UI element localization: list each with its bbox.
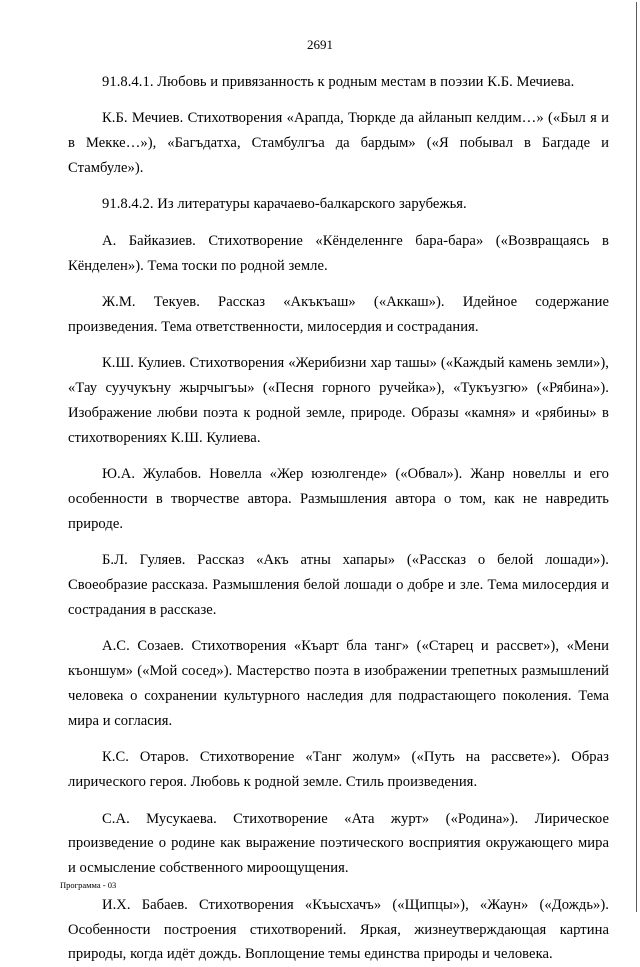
section-heading-91-8-4-2: 91.8.4.2. Из литературы карачаево-балкарского зарубежья. bbox=[102, 196, 467, 213]
page-number: 2691 bbox=[307, 37, 333, 52]
paragraph-sozaev: А.С. Созаев. Стихотворения «Къарт бла танг» («Старец и рассвет»), «Мени къоншум» («Мой сосед»). Мастерство поэта в изображении трепетных размышлений человека о сохранении культурного наследия для подрастающего поколения. Тема мира и согласия. bbox=[68, 638, 609, 730]
paragraph-babaev: И.Х. Бабаев. Стихотворения «Къысхачъ» («Щипцы»), «Жаун» («Дождь»). Особенности построения стихотворений. Яркая, жизнеутверждающая картина природы, когда идёт дождь. Воплощение темы единства природы и человека. bbox=[68, 896, 609, 963]
paragraph-otarov: К.С. Отаров. Стихотворение «Танг жолум» («Путь на рассвете»). Образ лирического героя. Любовь к родной земле. Стиль произведения. bbox=[68, 749, 609, 791]
paragraph-zhulabov: Ю.А. Жулабов. Новелла «Жер юзюлгенде» («Обвал»). Жанр новеллы и его особенности в творчестве автора. Размышления автора о том, как не навредить природе. bbox=[68, 466, 609, 532]
paragraph-baykaziev: А. Байказиев. Стихотворение «Кёнделеннге бара-бара» («Возвращаясь в Кёнделен»). Тема тоски по родной земле. bbox=[68, 232, 609, 274]
scan-edge-line bbox=[636, 2, 637, 912]
paragraph-kuliev: К.Ш. Кулиев. Стихотворения «Жерибизни хар ташы» («Каждый камень земли»), «Тау суучукъну жырчыгъы» («Песня горного ручейка»), «Тукъузгю» («Рябина»). Изображение любви поэта к родной земле, природе. Образы «камня» и «рябины» в стихотворениях К.Ш. Кулиева. bbox=[68, 355, 609, 446]
section-heading-91-8-4-1: 91.8.4.1. Любовь и привязанность к родным местам в поэзии К.Б. Мечиева. bbox=[102, 74, 575, 90]
paragraph-gulyaev: Б.Л. Гуляев. Рассказ «Акъ атны хапары» («Рассказ о белой лошади»). Своеобразие рассказа. Размышления белой лошади о добре и зле. Тема милосердия и сострадания в рассказе. bbox=[68, 552, 609, 619]
paragraph-musukaeva: С.А. Мусукаева. Стихотворение «Ата журт» («Родина»). Лирическое произведение о родине как выражение поэтического восприятия окружающего мира и осмысление собственного мироощущения. bbox=[68, 810, 609, 877]
paragraph-mechiev: К.Б. Мечиев. Стихотворения «Арапда, Тюркде да айланып келдим…» («Был я и в Мекке…»), «Багъдатха, Стамбулгъа да бардым» («Я побывал в Багдаде и Стамбуле»). bbox=[68, 110, 609, 177]
document-body bbox=[68, 70, 609, 967]
paragraph-tekuev: Ж.М. Текуев. Рассказ «Акъкъаш» («Аккаш»). Идейное содержание произведения. Тема ответственности, милосердия и сострадания. bbox=[68, 293, 609, 335]
footer-label: Программа - 03 bbox=[60, 880, 117, 890]
